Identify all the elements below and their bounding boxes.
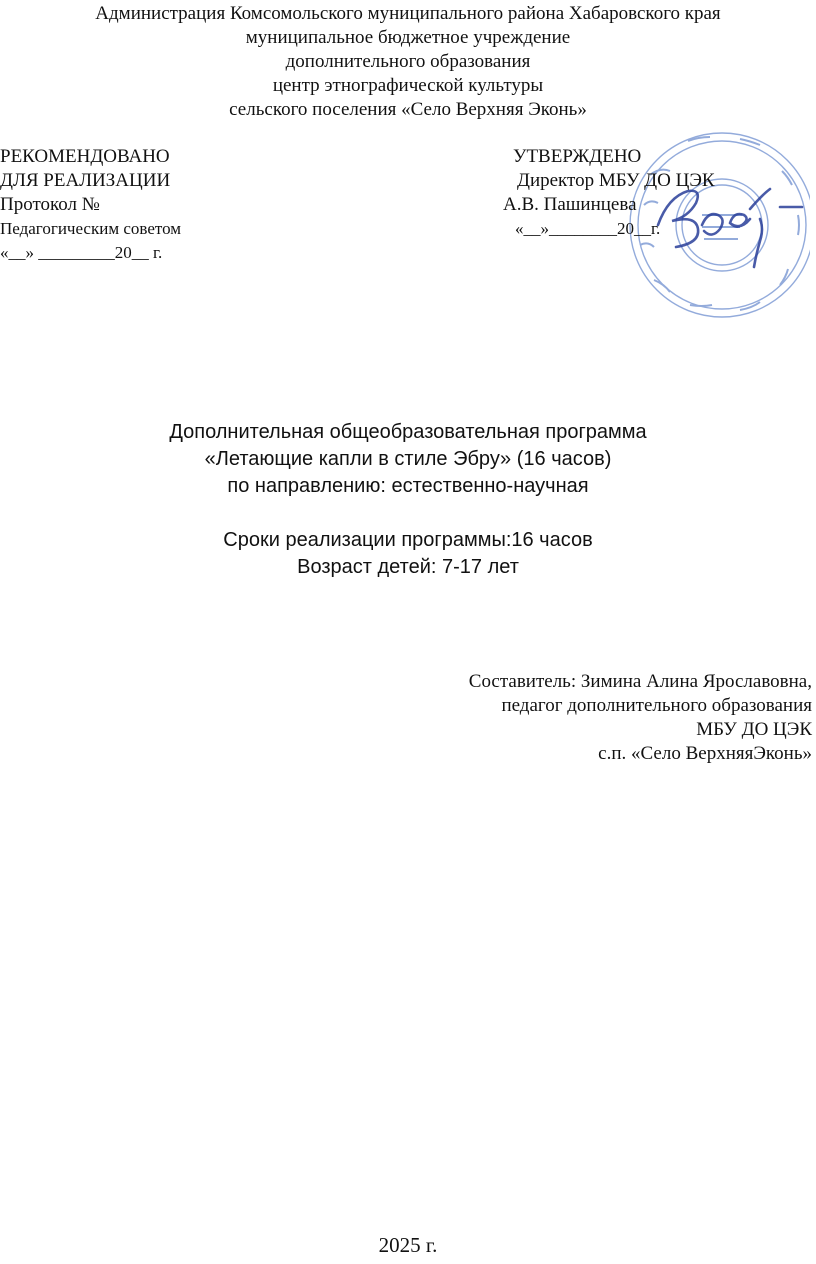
pedagogical-council: Педагогическим советом (0, 219, 181, 238)
approved-block (503, 145, 715, 241)
author-block (469, 670, 812, 766)
recommended-subtitle: ДЛЯ РЕАЛИЗАЦИИ (0, 170, 171, 191)
header-line-center: центр этнографической культуры (272, 75, 544, 96)
program-duration: Сроки реализации программы:16 часов (223, 529, 593, 551)
header-line-institution-type: муниципальное бюджетное учреждение (245, 27, 571, 48)
author-organization: МБУ ДО ЦЭК (696, 719, 812, 740)
protocol-number: Протокол № (0, 194, 100, 215)
header-line-settlement: сельского поселения «Село Верхняя Эконь» (229, 99, 587, 120)
organization-header (0, 2, 816, 122)
author-position: педагог дополнительного образования (501, 695, 812, 716)
header-line-administration: Администрация Комсомольского муниципального района Хабаровского края (95, 3, 721, 24)
author-settlement: с.п. «Село ВерхняяЭконь» (598, 743, 812, 764)
approved-date: «__»________20__г. (515, 219, 661, 238)
children-age: Возраст детей: 7-17 лет (297, 556, 519, 578)
author-name: Составитель: Зимина Алина Ярославовна, (468, 671, 812, 692)
approved-title: УТВЕРЖДЕНО (513, 146, 642, 167)
director-position: Директор МБУ ДО ЦЭК (517, 170, 715, 191)
director-name: А.В. Пашинцева (503, 194, 637, 215)
document-year: 2025 г. (378, 1233, 438, 1257)
program-type: Дополнительная общеобразовательная программа (169, 421, 647, 443)
recommended-title: РЕКОМЕНДОВАНО (0, 146, 170, 167)
recommended-block (0, 145, 181, 265)
program-name: «Летающие капли в стиле Эбру» (16 часов) (204, 448, 612, 470)
program-title-block (0, 419, 816, 581)
recommended-date: «__» _________20__ г. (0, 243, 163, 262)
program-direction: по направлению: естественно-научная (227, 475, 589, 497)
header-line-education: дополнительного образования (285, 51, 531, 72)
